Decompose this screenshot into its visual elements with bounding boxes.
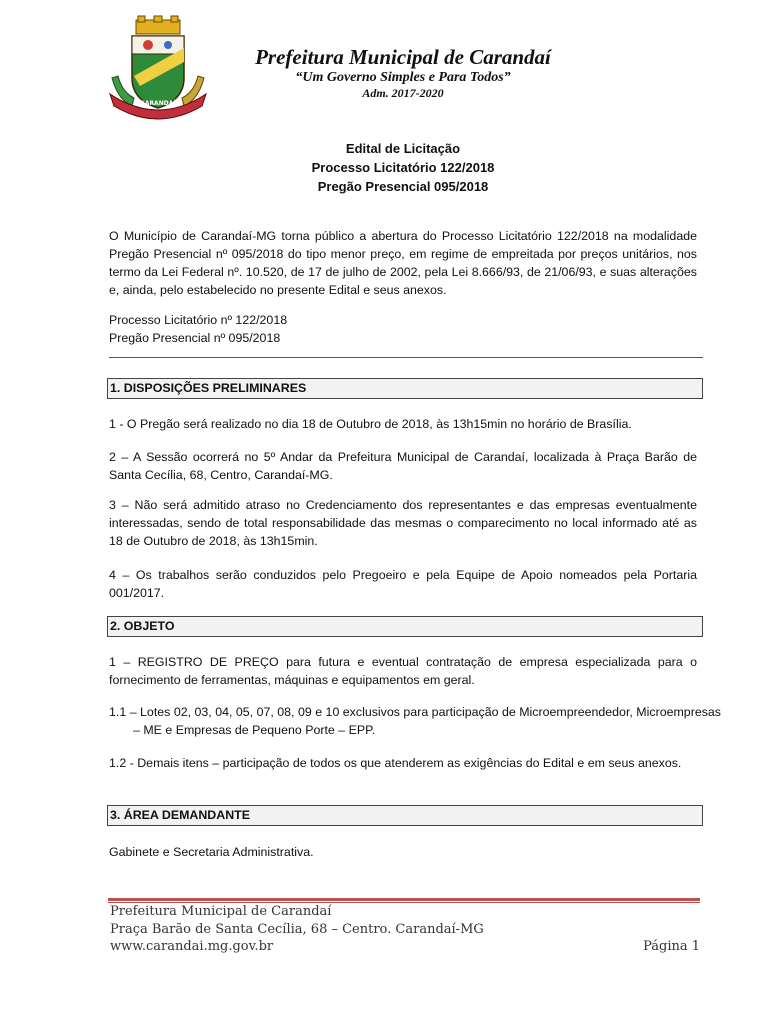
section-heading — [107, 378, 703, 399]
letterhead — [215, 44, 591, 100]
paragraph: 1.1 – Lotes 02, 03, 04, 05, 07, 08, 09 e 10 exclusivos para participação de Microempreendedor, Microempresas – ME e Empresas de Pequeno Porte – EPP. — [109, 705, 721, 737]
section-heading — [107, 616, 703, 637]
reference-block — [109, 311, 697, 347]
section-heading-text: 2. OBJETO — [110, 619, 175, 633]
header-administration: Adm. 2017-2020 — [362, 86, 444, 100]
page-footer — [110, 903, 700, 956]
paragraph: 3 – Não será admitido atraso no Credenciamento dos representantes e das empresas eventualmente interessadas, sendo de total responsabilidade das mesmas o comparecimento no local informado até as 18 de Outubro de 2018, às 13h15min. — [109, 498, 697, 548]
edital-title-block — [110, 139, 696, 196]
reference-pregao: Pregão Presencial nº 095/2018 — [109, 331, 281, 345]
footer-org: Prefeitura Municipal de Carandaí — [110, 904, 332, 919]
footer-website[interactable]: www.carandai.mg.gov.br — [110, 939, 274, 954]
edital-processo: Processo Licitatório 122/2018 — [311, 160, 495, 175]
page-number: Página 1 — [643, 939, 700, 954]
paragraph: 2 – A Sessão ocorrerá no 5º Andar da Prefeitura Municipal de Carandaí, localizada à Praça Barão de Santa Cecília, 68, Centro, Carandaí-MG. — [109, 450, 697, 482]
crest-ribbon-text: CARANDAÍ — [140, 100, 176, 107]
header-title: Prefeitura Municipal de Carandaí — [255, 45, 551, 69]
edital-title: Edital de Licitação — [345, 141, 461, 156]
footer-address: Praça Barão de Santa Cecília, 68 – Centro. Carandaí-MG — [110, 921, 484, 937]
paragraph: 4 – Os trabalhos serão conduzidos pelo Pregoeiro e pela Equipe de Apoio nomeados pela Portaria 001/2017. — [109, 568, 697, 600]
divider — [109, 357, 703, 358]
paragraph: 1.2 - Demais itens – participação de todos os que atenderem as exigências do Edital e em seus anexos. — [109, 756, 682, 770]
paragraph: 1 - O Pregão será realizado no dia 18 de Outubro de 2018, às 13h15min no horário de Brasília. — [109, 417, 632, 431]
paragraph: Gabinete e Secretaria Administrativa. — [109, 845, 314, 859]
section-heading-text: 1. DISPOSIÇÕES PRELIMINARES — [110, 381, 307, 395]
section-heading — [107, 805, 703, 826]
edital-pregao: Pregão Presencial 095/2018 — [317, 179, 489, 194]
section-heading-text: 3. ÁREA DEMANDANTE — [110, 808, 250, 822]
intro-paragraph: O Município de Carandaí-MG torna público a abertura do Processo Licitatório 122/2018 na modalidade Pregão Presencial nº 095/2018 do tipo menor preço, em regime de empreitada por preços unitários, nos termo da Lei Federal nº. 10.520, de 17 de julho de 2002, pela Lei 8.666/93, de 21/06/93, e suas alterações e, ainda, pelo estabelecido no presente Edital e seus anexos. — [109, 229, 697, 297]
paragraph: 1 – REGISTRO DE PREÇO para futura e eventual contratação de empresa especializada para o fornecimento de ferramentas, máquinas e equipamentos em geral. — [109, 655, 697, 687]
header-slogan: “Um Governo Simples e Para Todos” — [295, 70, 511, 85]
footer-rule — [108, 898, 700, 901]
reference-processo: Processo Licitatório nº 122/2018 — [109, 313, 288, 327]
